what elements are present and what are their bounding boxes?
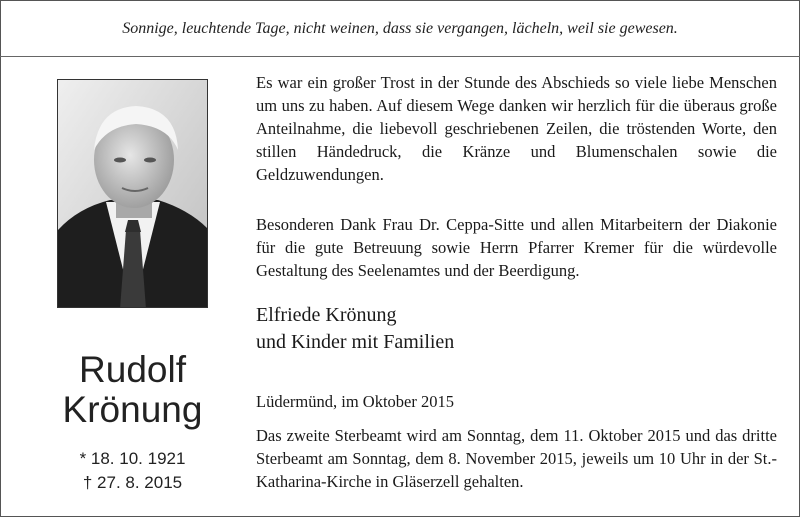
- first-name: Rudolf: [79, 349, 186, 390]
- signer-line-2: und Kinder mit Familien: [256, 331, 455, 353]
- service-notice: Das zweite Sterbeamt wird am Sonntag, dem 11. Oktober 2015 und das dritte Sterbeamt am Sonntag, dem 8. November 2015, jeweils um 10 Uhr in der St.-Katharina-Kirche in Gläserzell gehalten.: [256, 426, 777, 491]
- life-dates: [57, 447, 208, 495]
- birth-date: * 18. 10. 1921: [79, 449, 186, 468]
- portrait-illustration: [58, 80, 208, 308]
- portrait-photo: [57, 79, 208, 308]
- thanks-paragraph-2: Besonderen Dank Frau Dr. Ceppa-Sitte und allen Mitarbeitern der Diakonie für die gute Betreuung sowie Herrn Pfarrer Kremer für die würdevolle Gestaltung des Seelenamtes und der Beerdigung.: [256, 215, 777, 280]
- last-name: Krönung: [62, 389, 203, 430]
- place-date: Lüdermünd, im Oktober 2015: [256, 392, 454, 411]
- motto: Sonnige, leuchtende Tage, nicht weinen, dass sie vergangen, lächeln, weil sie gewesen.: [122, 20, 678, 37]
- thanks-paragraph-1: Es war ein großer Trost in der Stunde des Abschieds so viele liebe Menschen um uns zu haben. Auf diesem Wege danken wir herzlich für die überaus große Anteilnahme, die liebevoll geschriebenen Zeilen, die tröstenden Worte, den stillen Händedruck, die Kränze und Blumenschalen sowie die Geldzuwendungen.: [256, 73, 777, 184]
- death-date: † 27. 8. 2015: [82, 473, 183, 492]
- signer-line-1: Elfriede Krönung: [256, 304, 397, 326]
- deceased-name: [57, 350, 208, 430]
- signers: [256, 302, 777, 356]
- divider: [0, 56, 800, 57]
